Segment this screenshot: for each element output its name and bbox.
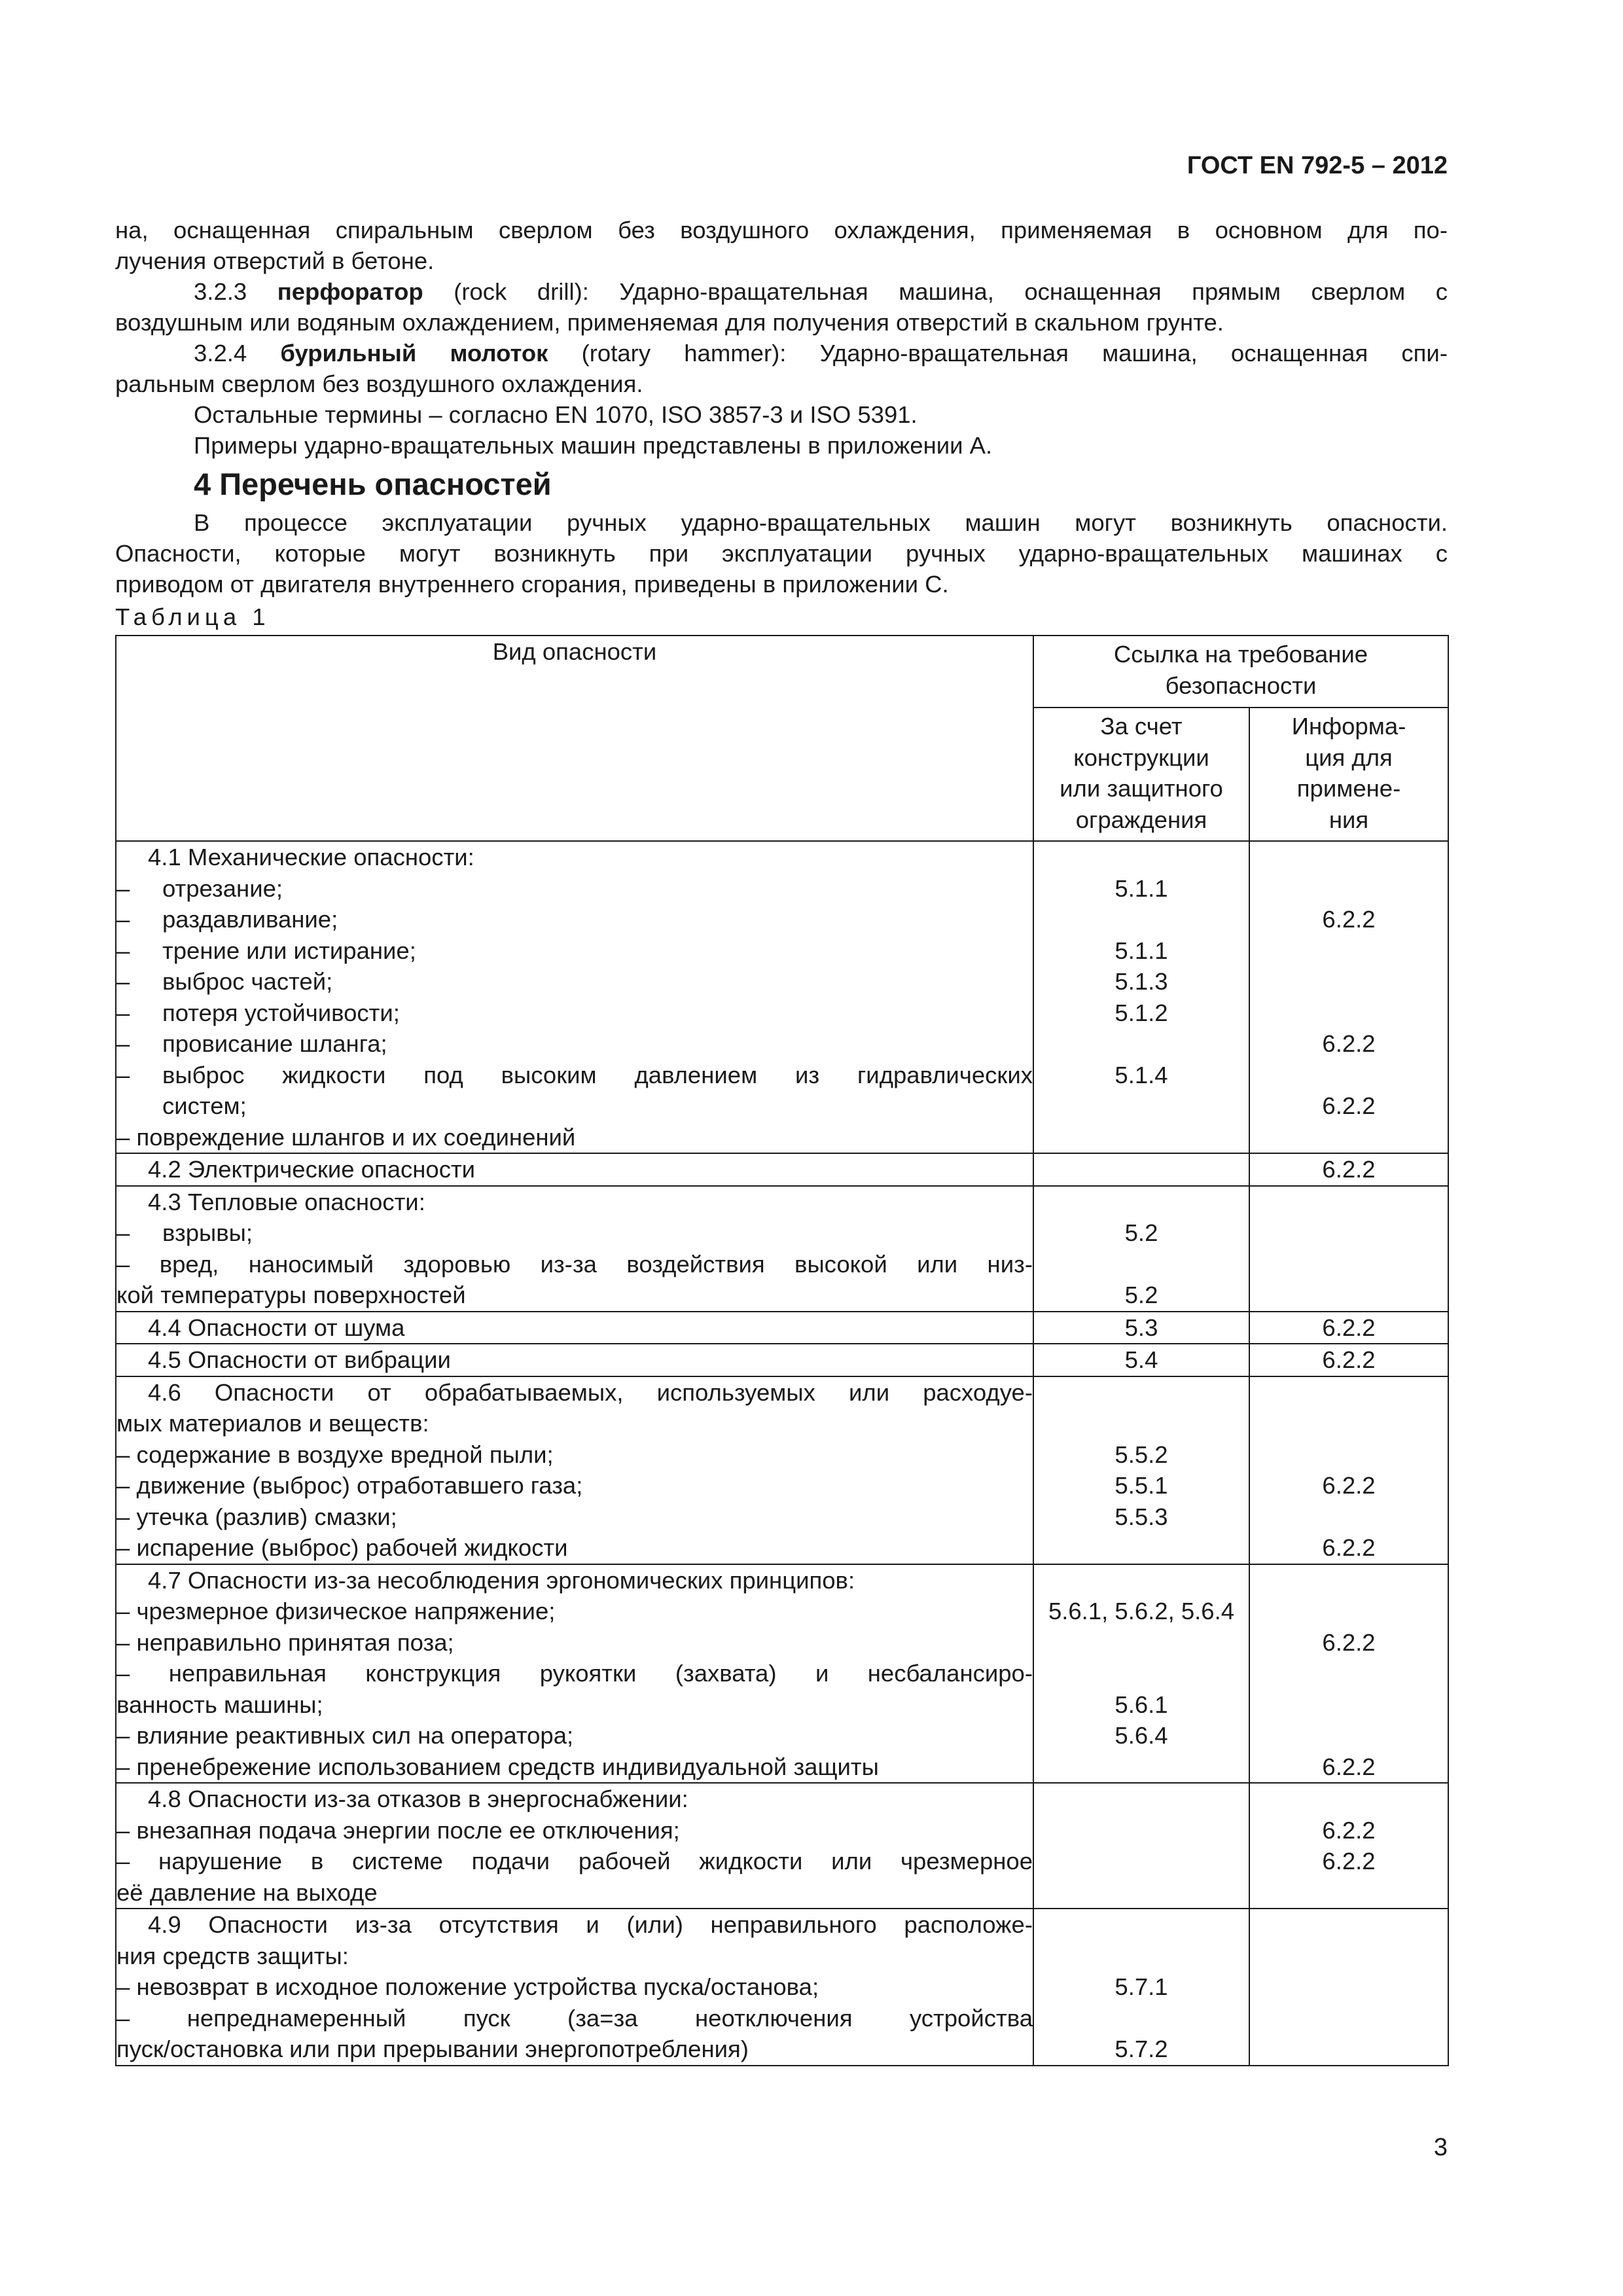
- list-dash: –: [116, 937, 130, 964]
- design-ref: 5.1.1: [1115, 874, 1168, 902]
- hazard-line: – внезапная подача энергии после ее отключения;: [116, 1816, 680, 1844]
- hazard-line: – пренебрежение использованием средств индивидуальной защиты: [116, 1753, 879, 1780]
- design-ref: 5.5.3: [1115, 1503, 1168, 1530]
- design-ref: [1034, 1565, 1249, 1596]
- hazard-line: 4.6 Опасности от обрабатываемых, используемых или расходуе-: [148, 1378, 1033, 1406]
- hazard-line: кой температуры поверхностей: [116, 1282, 466, 1308]
- design-ref: 5.6.1, 5.6.2, 5.6.4: [1048, 1598, 1235, 1624]
- hazards-table: [115, 635, 1449, 2066]
- hazard-cell: [116, 1186, 1033, 1312]
- header-info-for-use: [1249, 708, 1448, 841]
- definition-term: перфоратор: [277, 278, 423, 305]
- design-ref: 5.1.2: [1115, 999, 1168, 1026]
- design-ref: 5.2: [1124, 1219, 1158, 1246]
- design-ref: 5.5.2: [1115, 1441, 1168, 1468]
- design-ref: 5.3: [1124, 1314, 1158, 1341]
- design-ref: 5.4: [1124, 1346, 1158, 1373]
- header-hazard-type: Вид опасности: [116, 636, 1033, 841]
- table-row: [116, 841, 1448, 1153]
- hazard-line: [116, 1060, 1033, 1091]
- table-row: [116, 1153, 1448, 1186]
- design-ref: 5.7.2: [1115, 2036, 1168, 2062]
- text-line: лучения отверстий в бетоне.: [115, 247, 435, 274]
- design-ref: [1034, 1249, 1249, 1280]
- hazard-line: 4.3 Тепловые опасности:: [148, 1188, 425, 1215]
- hazard-line: ванность машины;: [116, 1691, 323, 1718]
- hazard-cell: [116, 1312, 1033, 1344]
- hazard-line: 4.2 Электрические опасности: [148, 1156, 476, 1183]
- header-line: безопасности: [1165, 672, 1317, 699]
- info-ref-cell: [1249, 1909, 1448, 2066]
- hazard-line: 4.5 Опасности от вибрации: [148, 1346, 451, 1373]
- hazard-text: провисание шланга;: [162, 1030, 387, 1057]
- hazard-line: [116, 966, 1033, 997]
- info-ref: 6.2.2: [1322, 1156, 1376, 1183]
- info-ref: [1250, 1060, 1448, 1091]
- hazard-line: – содержание в воздухе вредной пыли;: [116, 1441, 554, 1468]
- hazard-line: её давление на выходе: [116, 1878, 378, 1906]
- table-row: [116, 1376, 1448, 1564]
- hazard-line: – непреднамеренный пуск (за=за неотключения устройства: [116, 2004, 1033, 2032]
- info-ref: [1250, 873, 1448, 905]
- table-row: [116, 1909, 1448, 2066]
- design-ref-cell: [1033, 1564, 1249, 1784]
- design-ref: 5.1.4: [1115, 1061, 1168, 1088]
- info-ref-cell: [1249, 1153, 1448, 1186]
- header-line: ограждения: [1075, 806, 1207, 833]
- hazard-line: [116, 1028, 1033, 1060]
- header-line: Ссылка на требование: [1113, 641, 1368, 668]
- header-line: конструкции: [1073, 744, 1209, 771]
- info-ref: [1250, 1784, 1448, 1815]
- info-ref: [1250, 1187, 1448, 1218]
- info-ref: [1250, 1377, 1448, 1408]
- info-ref: [1250, 1596, 1448, 1627]
- text-line: на, оснащенная спиральным сверлом без воздушного охлаждения, применяемая в основном для по-: [115, 217, 1448, 243]
- hazard-line: [116, 935, 1033, 967]
- info-ref: [1250, 1941, 1448, 1972]
- info-ref: [1250, 1658, 1448, 1689]
- header-line: За счет: [1100, 713, 1183, 740]
- hazard-cell: [116, 1344, 1033, 1376]
- info-ref: [1250, 1408, 1448, 1439]
- hazard-cell: [116, 841, 1033, 1153]
- list-dash: –: [116, 874, 130, 902]
- info-ref: [1250, 997, 1448, 1029]
- info-ref-cell: [1249, 1186, 1448, 1312]
- definition-3-2-4: [115, 338, 1448, 399]
- hazard-cell: [116, 1909, 1033, 2066]
- info-ref: [1250, 842, 1448, 873]
- table-row: [116, 1783, 1448, 1909]
- info-ref: [1250, 1877, 1448, 1909]
- info-ref: [1250, 1501, 1448, 1533]
- hazard-line: – движение (выброс) отработавшего газа;: [116, 1472, 583, 1499]
- info-ref: [1250, 1249, 1448, 1280]
- design-ref: [1034, 1028, 1249, 1060]
- info-ref: [1250, 1439, 1448, 1471]
- table-row: [116, 1312, 1448, 1344]
- info-ref: [1250, 1122, 1448, 1153]
- design-ref: [1034, 1751, 1249, 1783]
- hazard-line: ния средств защиты:: [116, 1942, 349, 1969]
- info-ref: 6.2.2: [1322, 906, 1376, 933]
- design-ref: 5.7.1: [1115, 1973, 1168, 2000]
- list-dash: –: [116, 906, 130, 933]
- list-dash: –: [116, 999, 130, 1026]
- header-line: ция для: [1305, 744, 1393, 771]
- info-ref: [1250, 1909, 1448, 1941]
- hazard-line: пуск/остановка или при прерывании энергопотребления): [116, 2036, 749, 2062]
- header-line: ния: [1329, 806, 1369, 833]
- info-ref: [1250, 1720, 1448, 1751]
- hazard-line: [116, 873, 1033, 905]
- design-ref: [1034, 1941, 1249, 1972]
- design-ref: [1034, 1846, 1249, 1877]
- page-number: 3: [1433, 2134, 1448, 2161]
- info-ref: [1250, 966, 1448, 997]
- table-caption: Таблица 1: [115, 603, 270, 630]
- hazard-line: – вред, наносимый здоровью из-за воздействия высокой или низ-: [116, 1250, 1033, 1278]
- design-ref: [1034, 1090, 1249, 1122]
- info-ref: 6.2.2: [1322, 1472, 1376, 1499]
- info-ref: [1250, 1971, 1448, 2003]
- info-ref-cell: [1249, 1783, 1448, 1909]
- design-ref: [1034, 1815, 1249, 1846]
- hazard-text: раздавливание;: [162, 906, 338, 933]
- hazards-table-body: [116, 841, 1448, 2066]
- header-line: или защитного: [1060, 775, 1223, 802]
- hazard-text: взрывы;: [162, 1219, 253, 1246]
- design-ref: 5.6.1: [1115, 1691, 1168, 1718]
- info-ref: [1250, 1565, 1448, 1596]
- info-ref: 6.2.2: [1322, 1092, 1376, 1119]
- design-ref: [1034, 1187, 1249, 1218]
- design-ref-cell: [1033, 1153, 1249, 1186]
- design-ref: [1034, 1877, 1249, 1909]
- design-ref-cell: [1033, 1186, 1249, 1312]
- list-dash: –: [116, 968, 130, 995]
- hazard-line: 4.9 Опасности из-за отсутствия и (или) неправильного расположе-: [148, 1911, 1033, 1938]
- table-header-row: [116, 636, 1448, 708]
- design-ref: [1034, 2003, 1249, 2034]
- hazard-line: 4.1 Механические опасности:: [148, 844, 474, 870]
- text-line: воздушным или водяным охлаждением, применяемая для получения отверстий в скальном грунте.: [115, 309, 1224, 336]
- hazard-line: – невозврат в исходное положение устройства пуска/останова;: [116, 1973, 819, 2000]
- design-ref: [1034, 1154, 1249, 1185]
- design-ref-cell: [1033, 1344, 1249, 1376]
- hazard-line: – влияние реактивных сил на оператора;: [116, 1722, 574, 1749]
- definition-term: бурильный молоток: [280, 340, 548, 367]
- hazard-text: потеря устойчивости;: [162, 999, 400, 1026]
- design-ref: [1034, 1377, 1249, 1408]
- info-ref: 6.2.2: [1322, 1346, 1376, 1373]
- design-ref: [1034, 904, 1249, 935]
- design-ref: 5.2: [1124, 1282, 1158, 1308]
- info-ref-cell: [1249, 1344, 1448, 1376]
- hazard-line: мых материалов и веществ:: [116, 1410, 429, 1437]
- info-ref: [1250, 2034, 1448, 2065]
- hazard-line: – неправильная конструкция рукоятки (захвата) и несбалансиро-: [116, 1660, 1033, 1687]
- section-title: 4 Перечень опасностей: [194, 467, 552, 501]
- info-ref: [1250, 2003, 1448, 2034]
- info-ref: 6.2.2: [1322, 1753, 1376, 1780]
- design-ref: 5.6.4: [1115, 1722, 1168, 1749]
- hazard-text: выброс жидкости под высоким давлением из гидравлических: [162, 1061, 1033, 1088]
- info-ref: [1250, 1217, 1448, 1249]
- hazard-line: систем;: [162, 1092, 247, 1119]
- list-dash: –: [116, 1061, 130, 1088]
- design-ref: 5.5.1: [1115, 1472, 1168, 1499]
- intro-paragraph: [115, 215, 1448, 276]
- hazard-line: 4.4 Опасности от шума: [148, 1314, 405, 1341]
- info-ref: 6.2.2: [1322, 1848, 1376, 1874]
- header-line: Информа-: [1291, 713, 1406, 740]
- other-terms-paragraph: Остальные термины – согласно EN 1070, ISO 3857-3 и ISO 5391.: [194, 401, 918, 428]
- text-line: Опасности, которые могут возникнуть при эксплуатации ручных ударно-вращательных машинах с: [115, 540, 1448, 567]
- design-ref: 5.1.1: [1115, 937, 1168, 964]
- hazard-cell: [116, 1376, 1033, 1564]
- design-ref: [1034, 1784, 1249, 1815]
- definition-number: 3.2.4: [194, 340, 247, 367]
- hazard-text: отрезание;: [162, 874, 283, 902]
- hazard-line: – нарушение в системе подачи рабочей жидкости или чрезмерное: [116, 1848, 1033, 1874]
- definition-number: 3.2.3: [194, 278, 247, 305]
- design-ref: [1034, 1627, 1249, 1659]
- info-ref: [1250, 1280, 1448, 1311]
- hazard-cell: [116, 1564, 1033, 1784]
- design-ref: [1034, 1658, 1249, 1689]
- info-ref: 6.2.2: [1322, 1534, 1376, 1561]
- info-ref-cell: [1249, 841, 1448, 1153]
- list-dash: –: [116, 1219, 130, 1246]
- definition-3-2-3: [115, 276, 1448, 338]
- design-ref: [1034, 1122, 1249, 1153]
- design-ref: [1034, 1408, 1249, 1439]
- info-ref-cell: [1249, 1312, 1448, 1344]
- hazard-line: [116, 1217, 1033, 1249]
- info-ref: 6.2.2: [1322, 1628, 1376, 1656]
- header-safety-reference: [1033, 636, 1448, 708]
- info-ref-cell: [1249, 1376, 1448, 1564]
- hazard-line: [116, 997, 1033, 1029]
- info-ref: [1250, 935, 1448, 967]
- design-ref-cell: [1033, 1376, 1249, 1564]
- hazard-line: 4.7 Опасности из-за несоблюдения эргономических принципов:: [148, 1566, 855, 1594]
- design-ref: 5.1.3: [1115, 968, 1168, 995]
- info-ref: 6.2.2: [1322, 1030, 1376, 1057]
- hazard-cell: [116, 1153, 1033, 1186]
- hazard-cell: [116, 1783, 1033, 1909]
- text-line: ральным сверлом без воздушного охлаждения.: [115, 370, 643, 397]
- examples-paragraph: Примеры ударно-вращательных машин представлены в приложении А.: [194, 432, 993, 459]
- header-line: примене-: [1296, 775, 1401, 802]
- design-ref: [1034, 842, 1249, 873]
- section-paragraph: [115, 507, 1448, 600]
- hazard-line: – повреждение шлангов и их соединений: [116, 1123, 576, 1151]
- hazard-line: – утечка (разлив) смазки;: [116, 1503, 397, 1530]
- design-ref: [1034, 1532, 1249, 1564]
- hazard-line: [116, 904, 1033, 935]
- design-ref-cell: [1033, 1783, 1249, 1909]
- hazard-text: трение или истирание;: [162, 937, 416, 964]
- text-line: В процессе эксплуатации ручных ударно-вращательных машин могут возникнуть опасности.: [194, 509, 1448, 536]
- design-ref-cell: [1033, 1312, 1249, 1344]
- table-row: [116, 1564, 1448, 1784]
- hazard-line: 4.8 Опасности из-за отказов в энергоснабжении:: [148, 1785, 688, 1812]
- design-ref-cell: [1033, 841, 1249, 1153]
- info-ref: 6.2.2: [1322, 1314, 1376, 1341]
- hazard-line: – испарение (выброс) рабочей жидкости: [116, 1534, 568, 1561]
- definition-text: (rotary hammer): Ударно-вращательная машина, оснащенная спи-: [581, 340, 1448, 367]
- header-by-design: [1033, 708, 1249, 841]
- info-ref: [1250, 1689, 1448, 1721]
- text-line: приводом от двигателя внутреннего сгорания, приведены в приложении С.: [115, 571, 949, 598]
- hazard-line: – неправильно принятая поза;: [116, 1628, 454, 1656]
- hazard-text: выброс частей;: [162, 968, 333, 995]
- hazard-line: – чрезмерное физическое напряжение;: [116, 1598, 556, 1624]
- list-dash: –: [116, 1030, 130, 1057]
- document-code-header: ГОСТ EN 792-5 – 2012: [1186, 152, 1448, 179]
- design-ref: [1034, 1909, 1249, 1941]
- definition-text: (rock drill): Ударно-вращательная машина, оснащенная прямым сверлом с: [454, 278, 1448, 305]
- info-ref: 6.2.2: [1322, 1816, 1376, 1844]
- table-row: [116, 1186, 1448, 1312]
- table-row: [116, 1344, 1448, 1376]
- info-ref-cell: [1249, 1564, 1448, 1784]
- design-ref-cell: [1033, 1909, 1249, 2066]
